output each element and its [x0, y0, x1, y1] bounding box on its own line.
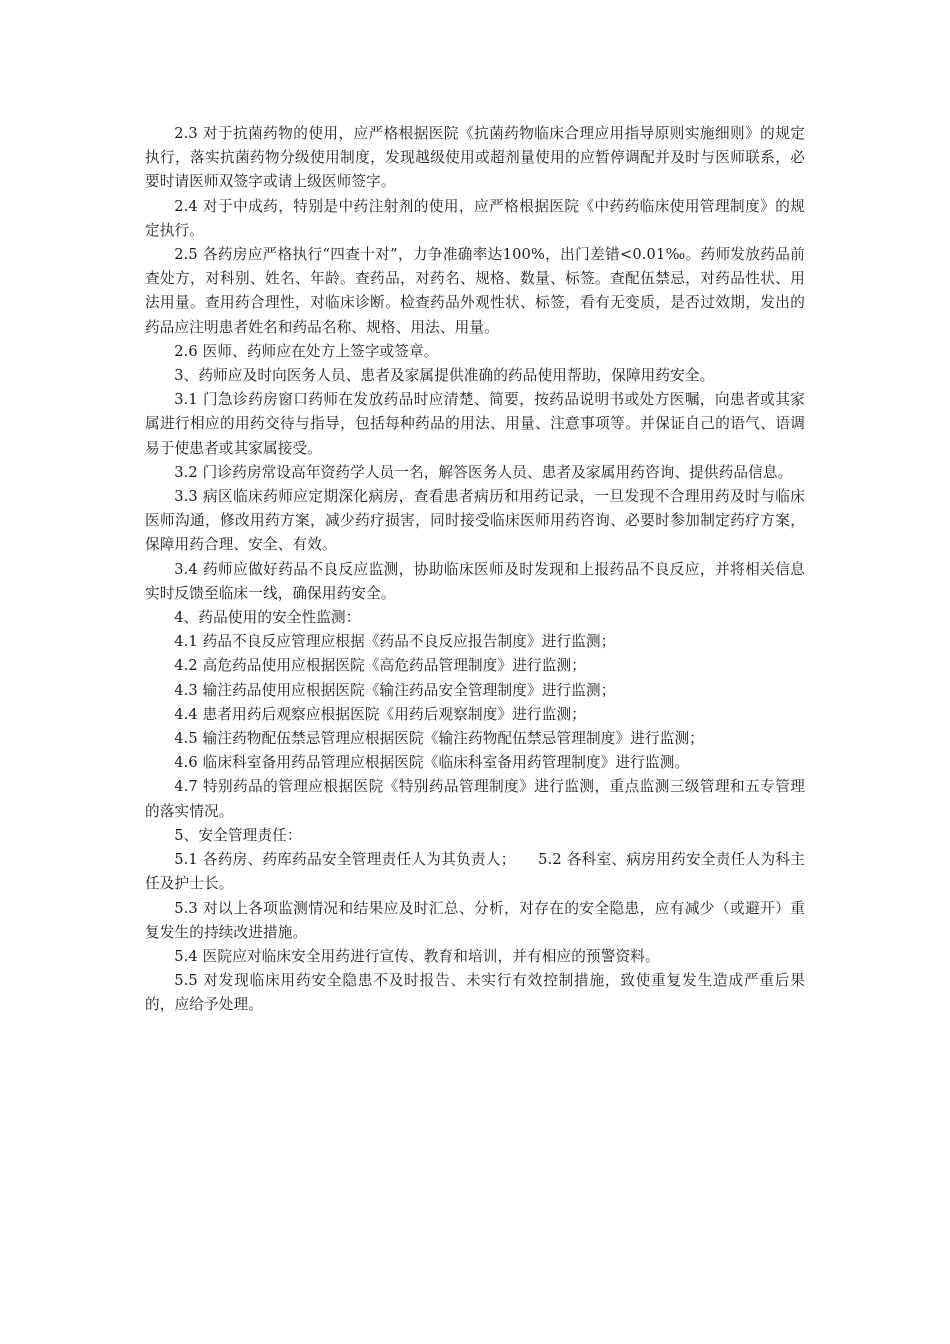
paragraph-4-7: 4.7 特别药品的管理应根据医院《特别药品管理制度》进行监测，重点监测三级管理和五专管理的落实情况。	[145, 778, 805, 820]
paragraph-4-5: 4.5 输注药物配伍禁忌管理应根据医院《输注药物配伍禁忌管理制度》进行监测；	[174, 730, 704, 748]
section-heading-3: 3、药师应及时向医务人员、患者及家属提供准确的药品使用帮助，保障用药安全。	[174, 367, 715, 385]
paragraph-3-4: 3.4 药师应做好药品不良反应监测，协助临床医师及时发现和上报药品不良反应，并将相关信息实时反馈至临床一线，确保用药安全。	[145, 560, 805, 602]
paragraph-3-2: 3.2 门诊药房常设高年资药学人员一名，解答医务人员、患者及家属用药咨询、提供药品信息。	[174, 463, 793, 481]
paragraph-5-4: 5.4 医院应对临床安全用药进行宣传、教育和培训，并有相应的预警资料。	[174, 947, 660, 965]
section-heading-4: 4、药品使用的安全性监测：	[174, 609, 361, 627]
paragraph-3-1: 3.1 门急诊药房窗口药师在发放药品时应清楚、简要，按药品说明书或处方医嘱，向患者或其家属进行相应的用药交待与指导，包括每种药品的用法、用量、注意事项等。并保证自己的语气、语调易于使患者或其家属接受。	[145, 391, 805, 457]
paragraph-2-6: 2.6 医师、药师应在处方上签字或签章。	[174, 342, 439, 360]
paragraph-4-4: 4.4 患者用药后观察应根据医院《用药后观察制度》进行监测；	[174, 705, 586, 723]
paragraph-4-6: 4.6 临床科室备用药品管理应根据医院《临床科室备用药管理制度》进行监测。	[174, 754, 690, 772]
paragraph-3-3: 3.3 病区临床药师应定期深化病房，查看患者病历和用药记录，一旦发现不合理用药及时与临床医师沟通，修改用药方案，减少药疗损害，同时接受临床医师用药咨询、必要时参加制定药疗方案，保障用药合理、安全、有效。	[145, 488, 805, 554]
paragraph-2-3: 2.3 对于抗菌药物的使用，应严格根据医院《抗菌药物临床合理应用指导原则实施细则》的规定执行，落实抗菌药物分级使用制度，发现越级使用或超剂量使用的应暂停调配并及时与医师联系，必要时请医师双签字或请上级医师签字。	[145, 125, 805, 191]
section-heading-5: 5、安全管理责任：	[174, 826, 302, 844]
paragraph-4-1: 4.1 药品不良反应管理应根据《药品不良反应报告制度》进行监测；	[174, 633, 616, 651]
paragraph-2-5: 2.5 各药房应严格执行“四查十对”，力争准确率达100%，出门差错<0.01‰。药师发放药品前查处方，对科别、姓名、年龄。查药品，对药名、规格、数量、标签。查配伍禁忌，对药品性状、用法用量。查用药合理性，对临床诊断。检查药品外观性状、标签，看有无变质，是否过效期，发出的药品应注明患者姓名和药品名称、规格、用法、用量。	[145, 246, 805, 336]
paragraph-5-3: 5.3 对以上各项监测情况和结果应及时汇总、分析，对存在的安全隐患，应有减少（或避开）重复发生的持续改进措施。	[145, 899, 805, 941]
paragraph-4-3: 4.3 输注药品使用应根据医院《输注药品安全管理制度》进行监测；	[174, 681, 616, 699]
paragraph-5-5: 5.5 对发现临床用药安全隐患不及时报告、未实行有效控制措施，致使重复发生造成严重后果的，应给予处理。	[145, 972, 805, 1014]
document-body	[145, 122, 805, 1018]
paragraph-2-4: 2.4 对于中成药，特别是中药注射剂的使用，应严格根据医院《中药药临床使用管理制度》的规定执行。	[145, 197, 805, 239]
paragraph-4-2: 4.2 高危药品使用应根据医院《高危药品管理制度》进行监测；	[174, 657, 586, 675]
paragraph-5-1-5-2: 5.1 各药房、药库药品安全管理责任人为其负责人； 5.2 各科室、病房用药安全责任人为科主任及护士长。	[145, 851, 805, 893]
